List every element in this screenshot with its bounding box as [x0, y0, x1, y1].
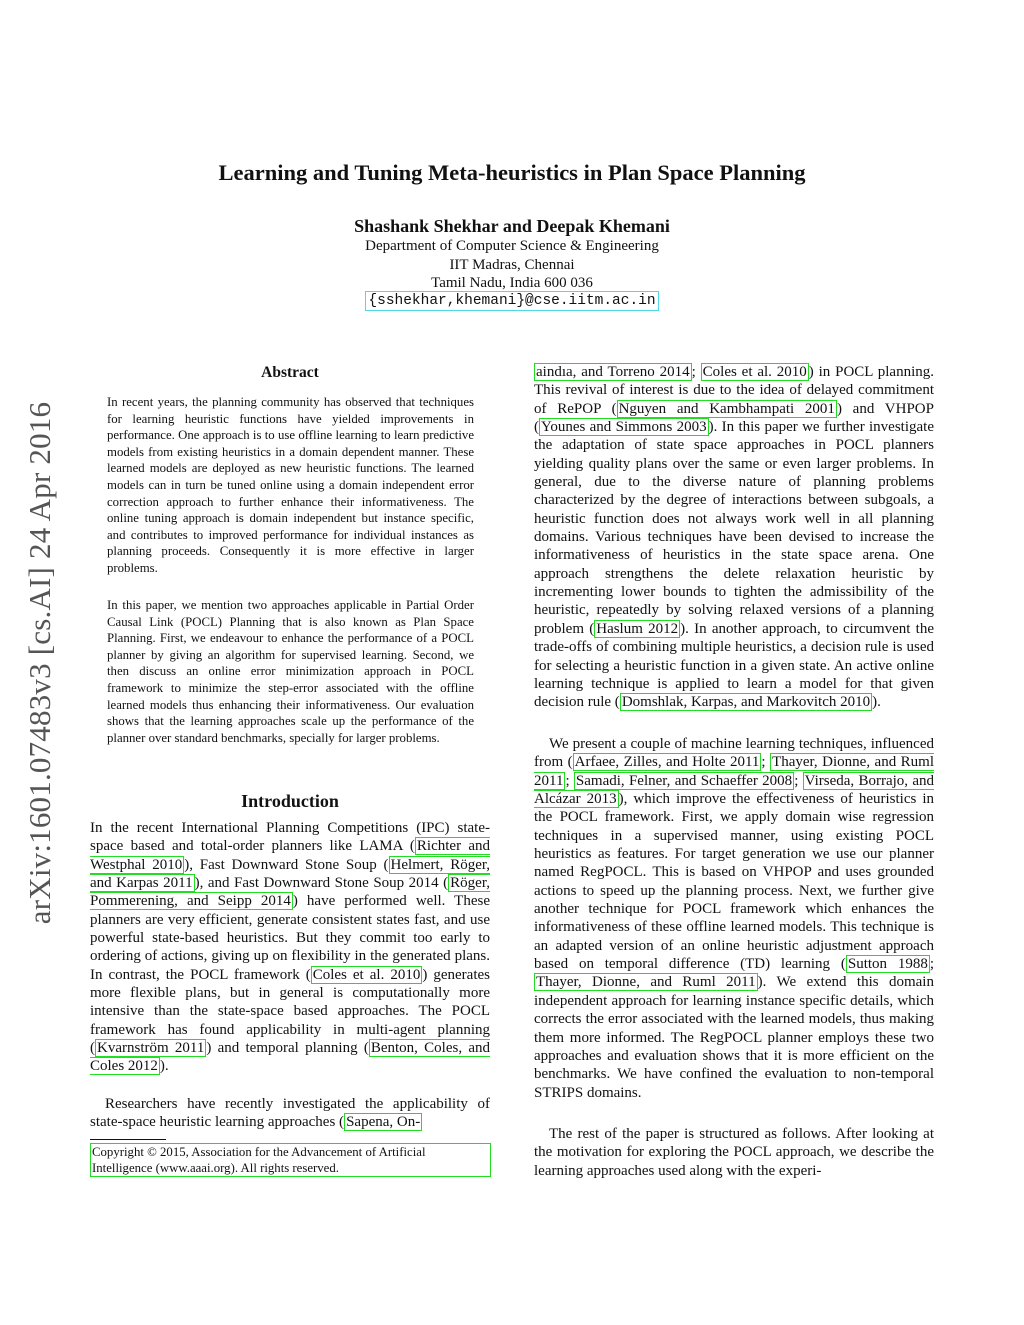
intro-paragraph-2	[90, 1095, 490, 1132]
citation-link[interactable]: Domshlak, Karpas, and Markovitch 2010	[621, 694, 871, 711]
text: ).	[872, 694, 881, 711]
citation-link[interactable]: Coles et al. 2010	[312, 966, 421, 983]
citation-link[interactable]: Thayer, Dionne, and Ruml 2011	[536, 974, 756, 991]
abstract-heading: Abstract	[261, 364, 319, 381]
text: ;	[794, 772, 803, 789]
text: ) and VHPOP (	[534, 400, 934, 436]
introduction-heading: Introduction	[241, 791, 339, 811]
copyright-footnote-link[interactable]: Copyright © 2015, Association for the Advancement of Artificial Intelligence (www.aaai.org). All rights reserved.	[90, 1143, 491, 1177]
citation-link[interactable]: aindıa, and Torreno 2014	[536, 364, 690, 380]
text: ), and Fast Downward Stone Soup 2014 (	[194, 875, 449, 892]
citation-link[interactable]: Helmert, Röger, and Karpas 2011	[90, 856, 491, 892]
citation-link[interactable]: Richter and Westphal 2010	[90, 838, 490, 873]
text: ;	[929, 956, 934, 973]
paper-title: Learning and Tuning Meta-heuristics in Plan Space Planning	[218, 160, 806, 185]
intro-paragraph-right-3: The rest of the paper is structured as follows. After looking at the motivation for exploring the POCL approach, we describe the learning approaches used along with the experi-	[534, 1126, 934, 1179]
intro-paragraph-1	[90, 819, 490, 1076]
text: ;	[761, 754, 771, 771]
text: ;	[691, 364, 701, 380]
abstract-paragraph-1: In recent years, the planning community has observed that techniques for learning heuristic functions have yielded improvements in performance. One approach is to use offline learning to learn predictive models from existing heuristics in a domain dependent manner. These learned models are deployed as new heuristic functions. The learned models can in turn be tuned online using a domain independent error correction approach to further enhance their informativeness. The online tuning approach is domain independent but instance specific, and contributes to improved performance for individual instances as planning proceeds. Consequently it is more effective in larger problems.	[107, 395, 474, 575]
citation-link[interactable]: Younes and Simmons 2003	[541, 419, 707, 436]
citation-link[interactable]: Röger, Pommerening, and Seipp 2014	[90, 875, 490, 910]
intro-paragraph-right-1	[534, 363, 934, 712]
text: Researchers have recently investigated the applicability of state-space heuristic learning approaches (	[90, 1096, 490, 1131]
email-wrapper	[0, 291, 1024, 311]
affiliation-location: Tamil Nadu, India 600 036	[431, 275, 593, 291]
abstract-paragraph-2: In this paper, we mention two approaches applicable in Partial Order Causal Link (POCL) Planning that is also known as Plan Space Planning. First, we endeavour to enhance the performance of a POCL planner by giving an algorithm for supervised learning. Second, we then discuss an online error minimization approach in POCL framework to minimize the step-error associated with the offline learned models thus enhancing their informativeness. Our evaluation shows that the learning approaches scale up the performance of the planner over standard benchmarks, specially for larger problems.	[107, 598, 474, 745]
intro-paragraph-right-2	[534, 735, 934, 1102]
citation-link[interactable]: Coles et al. 2010	[702, 364, 807, 380]
text: ). We extend this domain independent approach for learning instance specific details, which corrects the error associated with the learned models, thus making them more informed. The RegPOCL planner employs these two approaches and evaluation shows that it is more efficient on the benchmarks. We have confined the evaluation to non-temporal STRIPS domains.	[534, 974, 934, 1101]
citation-link[interactable]: Thayer, Dionne, and Ruml 2011	[534, 754, 935, 789]
text: ;	[565, 772, 574, 789]
affiliation-department: Department of Computer Science & Engineering	[365, 238, 659, 254]
text: In the recent International Planning Competitions (IPC) state-space based and total-order planners like LAMA (	[90, 820, 490, 855]
text: ) in POCL planning. This revival of interest is due to the idea of delayed commitment of RePOP (	[534, 364, 935, 417]
footnote-rule	[90, 1139, 166, 1140]
citation-link[interactable]: Virseda, Borrajo, and Alcázar 2013	[534, 772, 934, 808]
arxiv-identifier: arXiv:1601.07483v3 [cs.AI] 24 Apr 2016	[22, 401, 58, 924]
text: ), Fast Downward Stone Soup (	[184, 856, 389, 873]
text: ) generates more flexible plans, but in general is computationally more intensive than the state-space based approaches. The POCL framework has found applicability in multi-agent planning (	[90, 966, 490, 1057]
citation-link[interactable]: Sapena, On-	[346, 1114, 421, 1131]
affiliation-institute: IIT Madras, Chennai	[449, 257, 575, 273]
citation-link[interactable]: Benton, Coles, and Coles 2012	[90, 1040, 490, 1075]
text: ) and temporal planning (	[206, 1040, 369, 1057]
citation-link[interactable]: Sutton 1988	[847, 956, 928, 973]
text: ).	[159, 1058, 169, 1075]
text: We present a couple of machine learning techniques, influenced from (	[534, 736, 934, 771]
citation-link[interactable]: Samadi, Felner, and Schaeffer 2008	[575, 772, 793, 789]
citation-link[interactable]: Haslum 2012	[596, 620, 679, 637]
citation-link[interactable]: Arfaee, Zilles, and Holte 2011	[574, 754, 760, 771]
citation-link[interactable]: Nguyen and Kambhampati 2001	[618, 400, 835, 417]
text: ). In this paper we further investigate the adaptation of state space approaches in POCL planners yielding quality plans over the same or even larger problems. In general, due to the diverse nature of planning problems characterized by the degree of interactions between subgoals, a heuristic function does not always work well in all planning domains. Various techniques have been devised to increase the informativeness of heuristics in the state space arena. One approach strengthens the delete relaxation heuristic by incrementing lower bounds to tighten the admissibility of the heuristic, repeatedly by solving relaxed versions of a planning problem (	[534, 419, 934, 637]
author-email-link[interactable]: {sshekhar,khemani}@cse.iitm.ac.in	[365, 291, 658, 311]
citation-link[interactable]: Kvarnström 2011	[97, 1040, 205, 1057]
paper-authors: Shashank Shekhar and Deepak Khemani	[354, 216, 670, 236]
text: ), which improve the effectiveness of heuristics in the POCL framework. First, we apply domain wise regression techniques in a supervised manner, using existing POCL heuristics as features. For target generation we use our planner named RegPOCL. This is based on VHPOP and uses grounded actions to speed up the planning process. Next, we further give another technique for POCL framework which enhances the informativeness of these offline learned models. This technique is an adapted version of an online heuristic adjustment approach based on temporal difference (TD) learning (	[534, 791, 934, 973]
text: ) have performed well. These planners are very efficient, generate consistent states fast, and use powerful state-based heuristics. But they commit too early to ordering of actions, giving up on flexibility in the generated plans. In contrast, the POCL framework (	[90, 893, 490, 983]
text: ). In another approach, to circumvent the trade-offs of combining multiple heuristics, a decision rule is used for selecting a heuristic function in a given state. An active online learning technique is applied to learn a model for that given decision rule (	[534, 620, 934, 711]
